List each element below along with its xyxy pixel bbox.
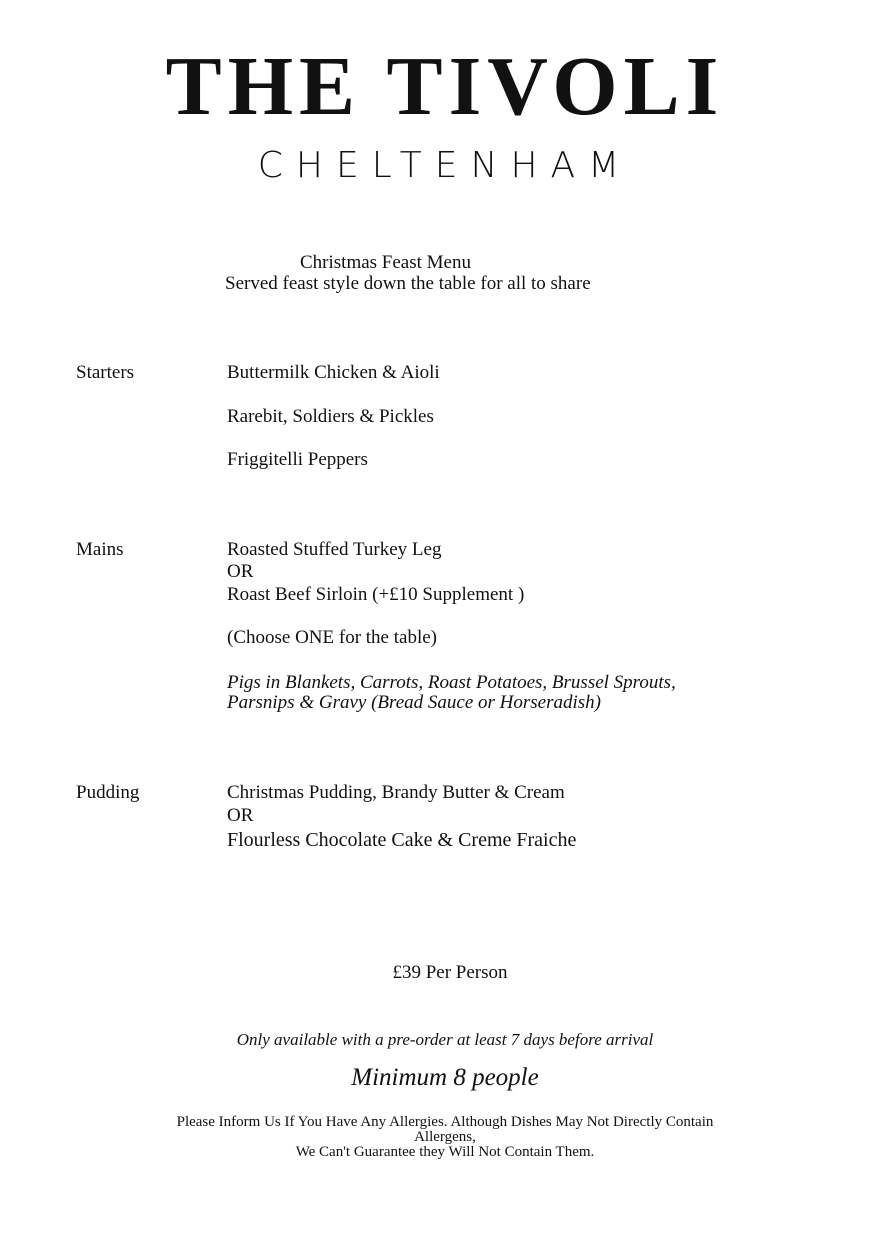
price: £39 Per Person <box>392 962 508 983</box>
menu-or: OR <box>227 805 254 826</box>
menu-item: Flourless Chocolate Cake & Creme Fraiche <box>227 829 577 851</box>
allergy-line: Please Inform Us If You Have Any Allergies. Although Dishes May Not Directly Contain <box>176 1114 714 1130</box>
location-name: CHELTENHAM <box>257 145 633 186</box>
restaurant-name: THE TIVOLI <box>165 40 725 133</box>
menu-or: OR <box>227 561 254 582</box>
minimum-note: Minimum 8 people <box>351 1064 539 1091</box>
menu-sides: Pigs in Blankets, Carrots, Roast Potatoes, Brussel Sprouts, <box>227 672 676 693</box>
allergy-line: Allergens, <box>414 1129 476 1145</box>
menu-item: Buttermilk Chicken & Aioli <box>227 362 440 383</box>
menu-sides: Parsnips & Gravy (Bread Sauce or Horseradish) <box>227 692 601 713</box>
menu-item: Roast Beef Sirloin (+£10 Supplement ) <box>227 584 525 605</box>
allergy-line: We Can't Guarantee they Will Not Contain Them. <box>295 1144 595 1160</box>
menu-note: (Choose ONE for the table) <box>227 627 437 648</box>
menu-item: Friggitelli Peppers <box>227 449 368 470</box>
menu-item: Christmas Pudding, Brandy Butter & Cream <box>227 782 565 803</box>
menu-subheading: Served feast style down the table for all to share <box>225 273 591 294</box>
allergy-notice <box>0 1115 875 1160</box>
section-label-mains: Mains <box>76 539 124 560</box>
section-label-starters: Starters <box>76 362 135 383</box>
section-label-pudding: Pudding <box>76 782 140 803</box>
menu-heading: Christmas Feast Menu <box>300 252 471 273</box>
preorder-note: Only available with a pre-order at least 7 days before arrival <box>236 1030 654 1049</box>
menu-item: Rarebit, Soldiers & Pickles <box>227 406 434 427</box>
menu-item: Roasted Stuffed Turkey Leg <box>227 539 442 560</box>
